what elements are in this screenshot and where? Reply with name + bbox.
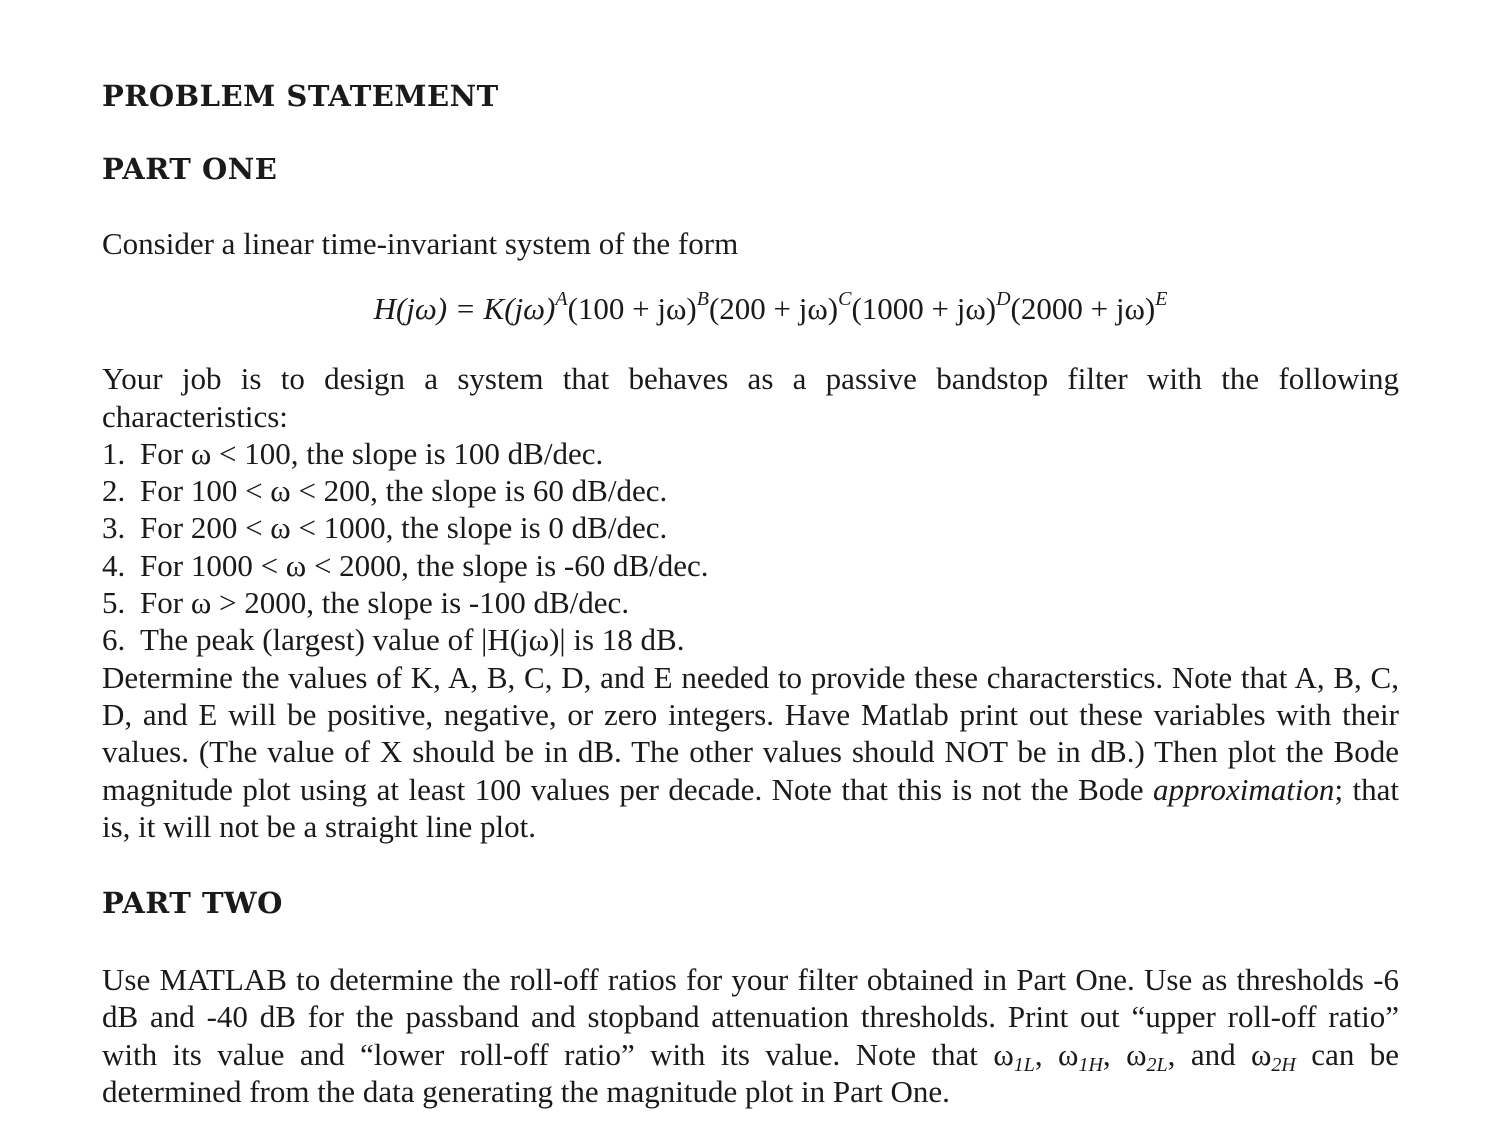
list-item-number: 5. (102, 585, 126, 621)
list-item (102, 472, 1399, 509)
equation-term-2000: (2000 + jω) (1010, 291, 1156, 327)
list-item-text: For ω > 2000, the slope is -100 dB/dec. (140, 585, 630, 621)
separator: , ω (1102, 1036, 1147, 1072)
determine-text: Determine the values of K, A, B, C, D, and E needed to provide these characterstics. Note that A, B, C, D, and E will be positive, negative, or zero integers. Have Matlab print out these variables with their values. (The value of X should be in dB. The other values should NOT be in dB.) Then plot the Bode magnitude plot using at least 100 values per decade. Note that this is not the Bode (102, 659, 1399, 807)
list-item-number: 3. (102, 510, 126, 546)
exponent-e: E (1155, 288, 1168, 311)
list-item-text: For 200 < ω < 1000, the slope is 0 dB/dec. (140, 510, 668, 546)
part-one-heading: PART ONE (102, 152, 278, 186)
list-item (102, 547, 1399, 584)
transfer-function-equation (142, 289, 1399, 329)
part-two-paragraph (102, 961, 1399, 1110)
list-item-number: 6. (102, 622, 126, 658)
equation-term-200: (200 + jω) (708, 291, 839, 327)
list-item-text: For ω < 100, the slope is 100 dB/dec. (140, 435, 604, 471)
list-item-text: For 1000 < ω < 2000, the slope is -60 dB/dec. (140, 547, 709, 583)
list-item (102, 584, 1399, 621)
subscript-1l: 1L (1013, 1053, 1035, 1076)
list-item-text: For 100 < ω < 200, the slope is 60 dB/dec. (140, 473, 668, 509)
part-two-heading: PART TWO (102, 886, 283, 921)
list-item-number: 1. (102, 435, 126, 471)
subscript-2h: 2H (1271, 1053, 1296, 1076)
exponent-c: C (838, 288, 852, 311)
list-item-number: 2. (102, 473, 126, 509)
document-page (102, 76, 1399, 1110)
list-item (102, 509, 1399, 546)
determine-text-end: ; that is, it will not be a straight line plot. (102, 771, 1399, 844)
approximation-emphasis: approximation (1153, 771, 1335, 807)
job-paragraph: Your job is to design a system that behaves as a passive bandstop filter with the following characteristics: (102, 361, 1399, 434)
intro-paragraph: Consider a linear time-invariant system of the form (102, 226, 739, 261)
list-item-number: 4. (102, 547, 126, 583)
equation-term-100: (100 + jω) (567, 291, 697, 327)
list-item (102, 435, 1399, 472)
characteristics-list (102, 435, 1399, 659)
determine-paragraph (102, 659, 1399, 845)
exponent-a: A (555, 288, 568, 311)
exponent-d: D (996, 288, 1011, 311)
exponent-b: B (696, 288, 709, 311)
equation-lhs: H(jω) = K(jω) (373, 291, 556, 327)
separator: , ω (1034, 1036, 1079, 1072)
part-two-text: Use MATLAB to determine the roll-off ratios for your filter obtained in Part One. Use as thresholds -6 dB and -40 dB for the passband and stopband attenuation thresholds. Print out “upper roll-off ratio” with its value and “lower roll-off ratio” with its value. Note that ω (102, 962, 1399, 1072)
separator: , and ω (1167, 1036, 1272, 1072)
equation-term-1000: (1000 + jω) (851, 291, 997, 327)
part-two-text-end: can be determined from the data generating the magnitude plot in Part One. (102, 1036, 1400, 1110)
subscript-1h: 1H (1078, 1053, 1103, 1076)
list-item (102, 621, 1399, 658)
subscript-2l: 2L (1146, 1053, 1168, 1076)
list-item-text: The peak (largest) value of |H(jω)| is 18 dB. (140, 622, 685, 658)
problem-statement-heading: PROBLEM STATEMENT (102, 79, 499, 113)
